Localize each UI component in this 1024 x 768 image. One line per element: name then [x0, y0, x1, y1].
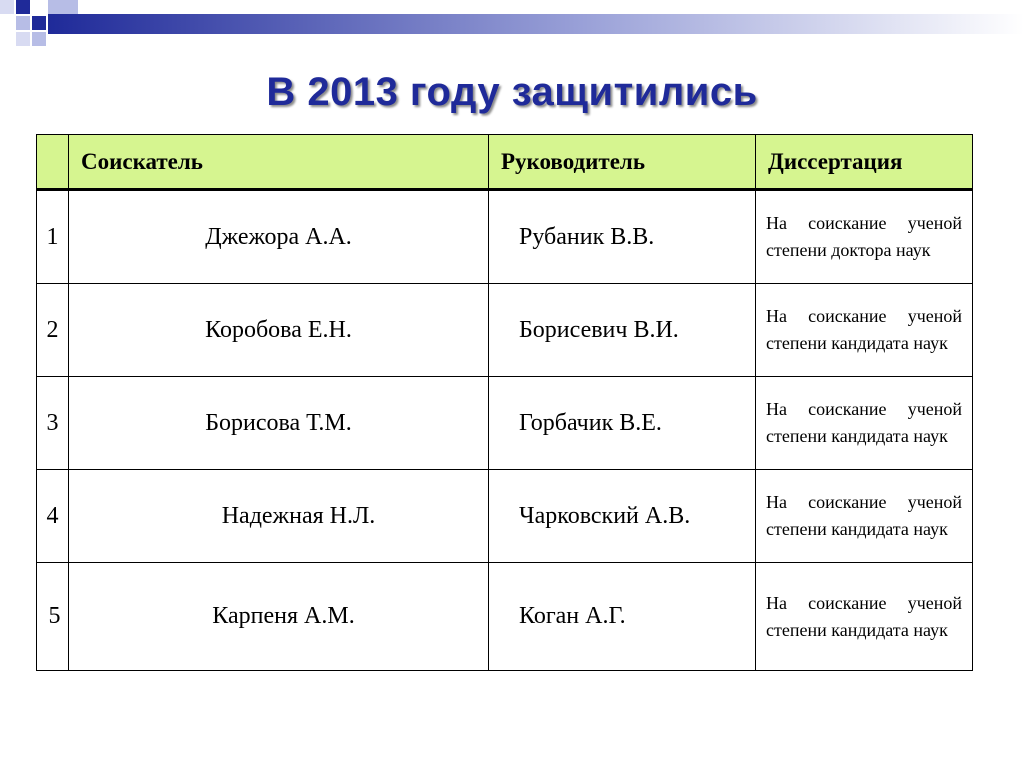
- table-row: [37, 563, 973, 671]
- table-header-row: [37, 135, 973, 190]
- applicant-cell: Надежная Н.Л.: [69, 470, 489, 563]
- applicant-cell: Джежора А.А.: [69, 190, 489, 284]
- dissertation-cell: На соискание ученой степени доктора наук: [756, 190, 973, 284]
- defenses-table: [36, 134, 973, 671]
- applicant-cell: Карпеня А.М.: [69, 563, 489, 671]
- applicant-cell: Борисова Т.М.: [69, 377, 489, 470]
- dissertation-cell: На соискание ученой степени кандидата наук: [756, 563, 973, 671]
- header-number: [37, 135, 69, 190]
- supervisor-cell: Горбачик В.Е.: [489, 377, 756, 470]
- row-number: 3: [37, 377, 69, 470]
- dissertation-cell: На соискание ученой степени кандидата наук: [756, 284, 973, 377]
- supervisor-cell: Рубаник В.В.: [489, 190, 756, 284]
- supervisor-cell: Борисевич В.И.: [489, 284, 756, 377]
- header-supervisor: Руководитель: [489, 135, 756, 190]
- table-row: [37, 190, 973, 284]
- supervisor-cell: Чарковский А.В.: [489, 470, 756, 563]
- dissertation-cell: На соискание ученой степени кандидата наук: [756, 377, 973, 470]
- table-row: [37, 284, 973, 377]
- row-number: 2: [37, 284, 69, 377]
- table-row: [37, 377, 973, 470]
- header-dissertation: Диссертация: [756, 135, 973, 190]
- header-applicant: Соискатель: [69, 135, 489, 190]
- row-number: 1: [37, 190, 69, 284]
- dissertation-cell: На соискание ученой степени кандидата наук: [756, 470, 973, 563]
- supervisor-cell: Коган А.Г.: [489, 563, 756, 671]
- table-row: [37, 470, 973, 563]
- applicant-cell: Коробова Е.Н.: [69, 284, 489, 377]
- decorative-header-bar: [0, 0, 1024, 56]
- row-number: 5: [37, 563, 69, 671]
- page-title: В 2013 году защитились: [266, 70, 758, 114]
- row-number: 4: [37, 470, 69, 563]
